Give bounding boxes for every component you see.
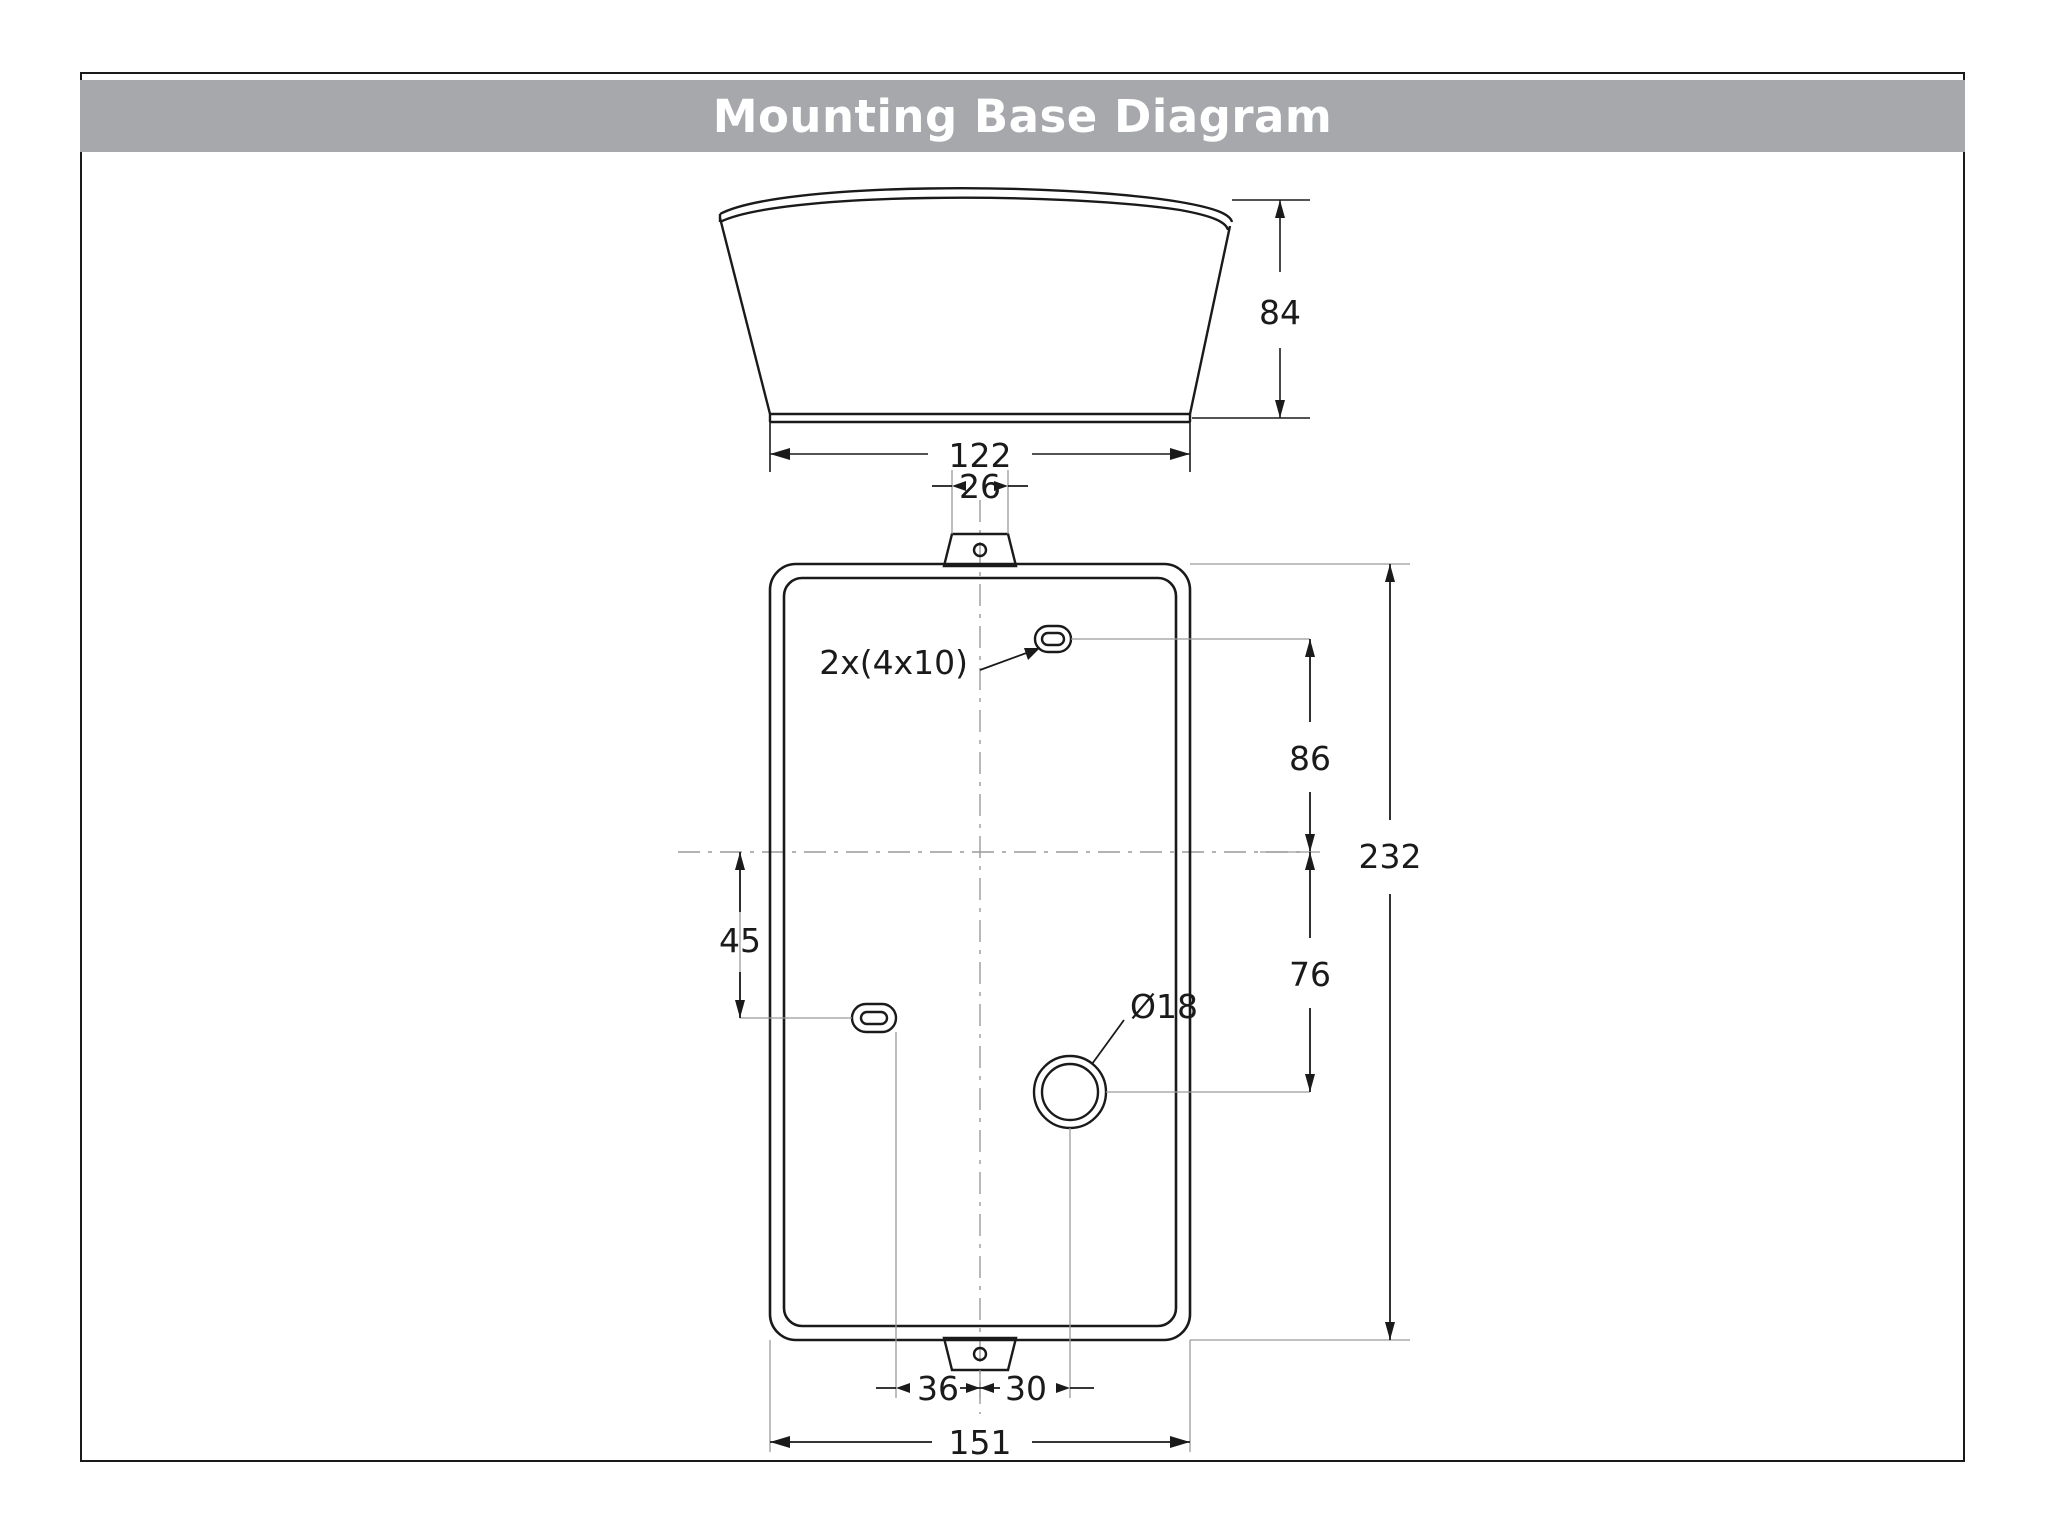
slot-lower-left — [852, 1004, 896, 1032]
dimension-label-122: 122 — [948, 436, 1012, 475]
dimension-232 — [1385, 564, 1395, 1340]
dimension-label-86: 86 — [1289, 739, 1331, 778]
dimension-label-2x4x10: 2x(4x10) — [819, 643, 968, 682]
dimension-label-30: 30 — [1005, 1369, 1047, 1408]
dimension-label-151: 151 — [948, 1423, 1012, 1462]
page-title: Mounting Base Diagram — [712, 89, 1333, 143]
slot-callout-leader — [980, 648, 1040, 670]
side-profile-view — [720, 188, 1232, 422]
dimension-label-26: 26 — [959, 467, 1001, 506]
slot-upper — [1035, 626, 1071, 652]
dimension-label-76: 76 — [1289, 955, 1331, 994]
round-hole-leader — [1092, 1020, 1124, 1064]
round-hole-d18 — [1034, 1056, 1106, 1128]
dimension-label-36: 36 — [917, 1369, 959, 1408]
dimension-label-d18: Ø18 — [1130, 987, 1198, 1026]
diagram-title-bar — [80, 80, 1965, 152]
centre-lines — [678, 500, 1302, 1414]
dimension-label-84: 84 — [1259, 293, 1301, 332]
diagram-canvas — [80, 152, 1965, 1462]
dimension-label-45: 45 — [719, 921, 761, 960]
dimension-label-232: 232 — [1358, 837, 1422, 876]
